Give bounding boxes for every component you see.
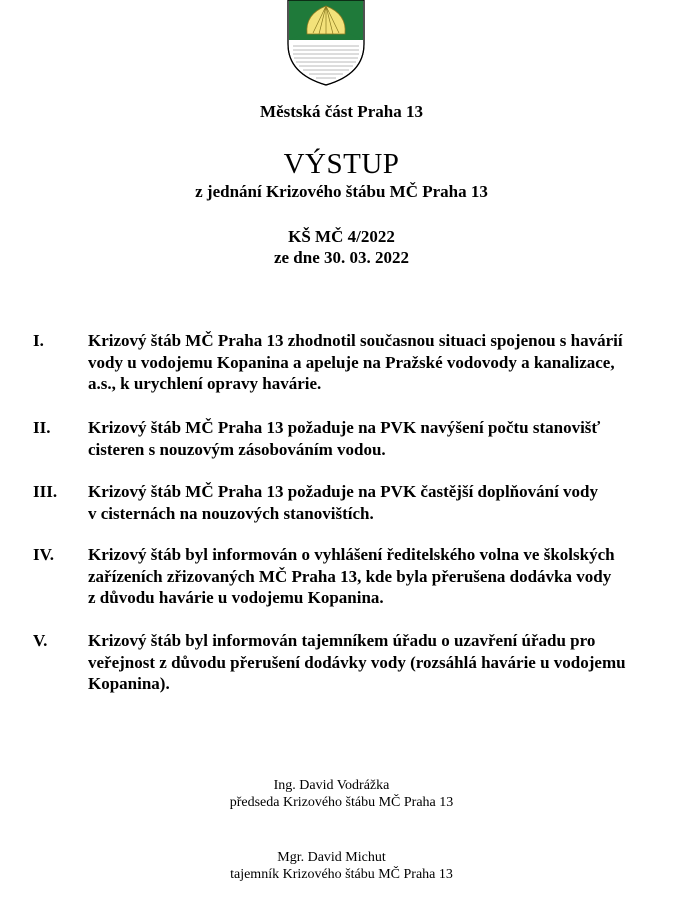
item-number: V. — [33, 631, 48, 650]
reference-number: KŠ MČ 4/2022 — [288, 227, 395, 246]
signature-block — [0, 777, 683, 811]
item-number: IV. — [33, 545, 54, 564]
signatory-role: tajemník Krizového štábu MČ Praha 13 — [230, 867, 453, 882]
item-text: Krizový štáb byl informován o vyhlášení ředitelského volna ve školských zařízeních zřizovaných MČ Praha 13, kde byla přerušena dodávka vody z důvodu havárie u vodojemu Kopanina. — [88, 545, 615, 607]
district-name: Městská část Praha 13 — [260, 102, 423, 121]
signatory-role: předseda Krizového štábu MČ Praha 13 — [229, 795, 454, 810]
reference-date: ze dne 30. 03. 2022 — [273, 248, 410, 267]
item-text: Krizový štáb MČ Praha 13 zhodnotil současnou situaci spojenou s havárií vody u vodojemu Kopanina a apeluje na Pražské vodovody a kanalizace, a.s., k urychlení opravy havárie. — [88, 331, 623, 393]
item-text: Krizový štáb byl informován tajemníkem úřadu o uzavření úřadu pro veřejnost z důvodu přerušení dodávky vody (rozsáhlá havárie u vodojemu Kopanina). — [88, 631, 626, 693]
item-number: III. — [33, 482, 58, 501]
item-text: Krizový štáb MČ Praha 13 požaduje na PVK navýšení počtu stanovišť cisteren s nouzovým zásobováním vodou. — [88, 418, 601, 459]
item-number: I. — [33, 331, 44, 350]
crest-image — [285, 0, 367, 86]
item-text: Krizový štáb MČ Praha 13 požaduje na PVK častější doplňování vody v cisternách na nouzových stanovištích. — [88, 482, 599, 523]
signature-block — [0, 849, 683, 883]
signatory-name: Mgr. David Michut — [277, 850, 386, 865]
signatory-name: Ing. David Vodrážka — [273, 778, 390, 793]
document-title: VÝSTUP — [283, 148, 400, 180]
document-subtitle: z jednání Krizového štábu MČ Praha 13 — [195, 182, 488, 201]
item-number: II. — [33, 418, 51, 437]
